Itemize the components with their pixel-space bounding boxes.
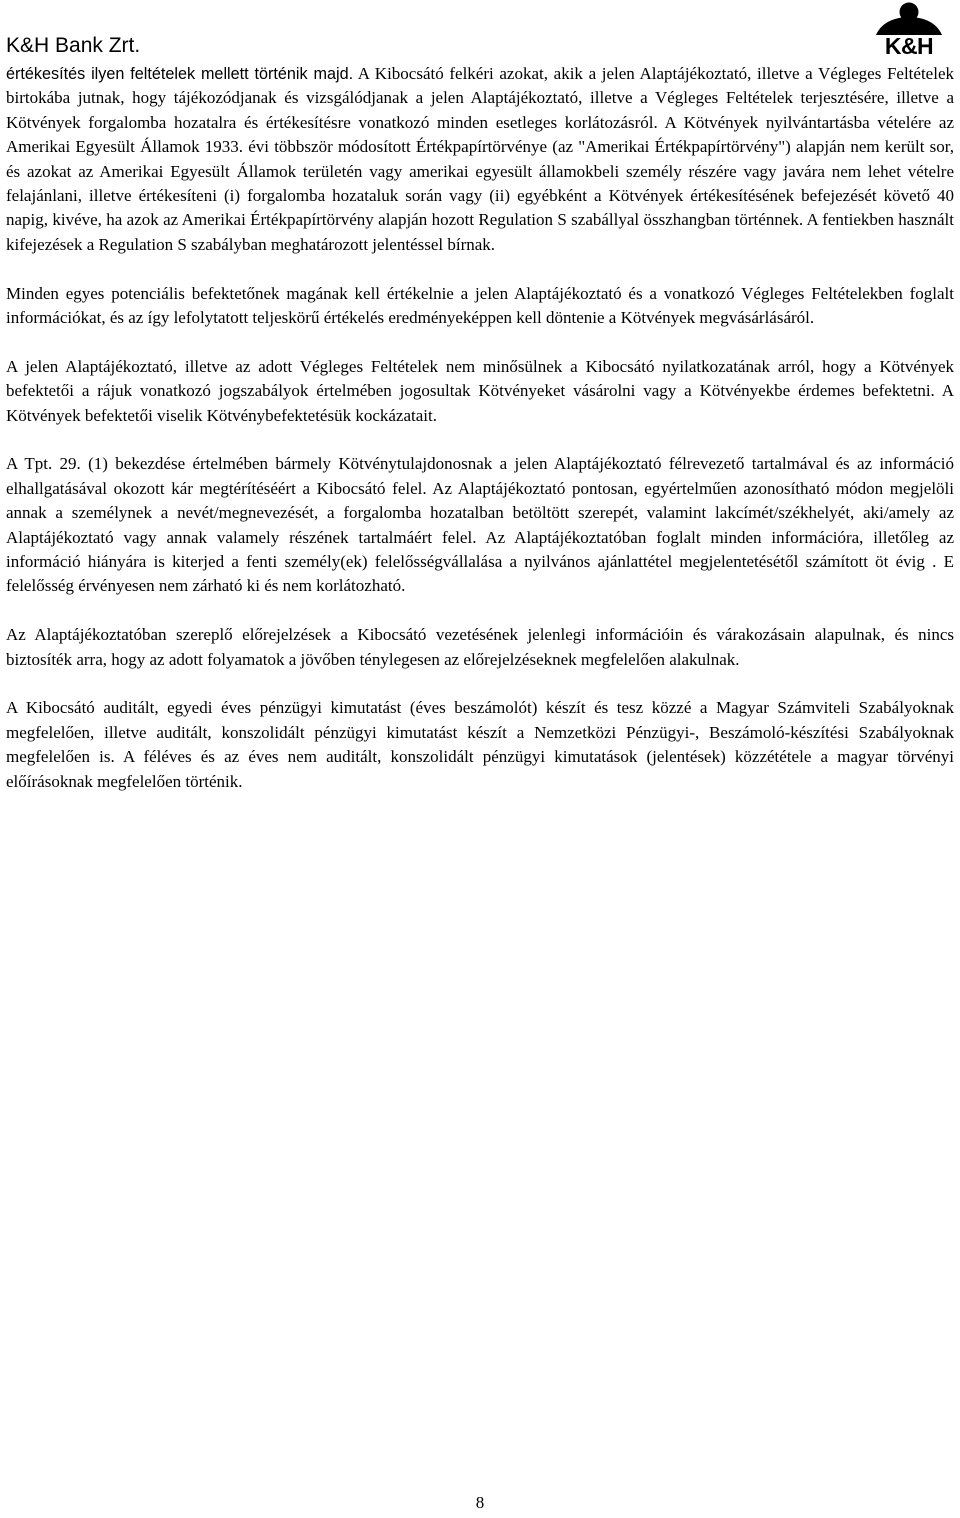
kh-logo-text: K&H xyxy=(884,33,934,59)
paragraph-forecasts: Az Alaptájékoztatóban szereplő előrejelzések a Kibocsátó vezetésének jelenlegi információin és várakozásain alapulnak, és nincs biztosíték arra, hogy az adott folyamatok a jövőben ténylegesen az előrejelzéseknek megfelelően alakulnak. xyxy=(6,625,954,669)
paragraph-no-representation: A jelen Alaptájékoztató, illetve az adott Végleges Feltételek nem minősülnek a Kibocsátó nyilatkozatának arról, hogy a Kötvények befektetői a rájuk vonatkozó jogszabályok értelmében jogosultak Kötvényeket vásárolni vagy a Kötvényekbe érdemes befektetni. A Kötvények befektetői viselik Kötvénybefektetésük kockázatait. xyxy=(6,356,954,425)
kh-logo xyxy=(872,2,946,58)
company-name: K&H Bank Zrt. xyxy=(6,34,141,57)
paragraph-text: A Kibocsátó felkéri azokat, akik a jelen Alaptájékoztató, illetve a Végleges Feltételek birtokába jutnak, hogy tájékozódjanak és vizsgálódjanak a jelen Alaptájékoztató, illetve a Végleges Feltételek terjesztésére, illetve a Kötvények forgalomba hozatalra és értékesítésre vonatkozó minden esetleges korlátozásról. A Kötvények nyilvántartásba vételére az Amerikai Egyesült Államok 1933. évi többször módosított Értékpapírtörvénye (az "Amerikai Értékpapírtörvény") alapján nem került sor, és azokat az Amerikai Egyesült Államok területén vagy amerikai egyesült államokbeli személy részére vagy javára nem lehet vételre felajánlani, illetve értékesíteni (i) forgalomba hozataluk során vagy (ii) egyébként a Kötvények értékesítésének befejezését követő 40 napig, kivéve, ha azok az Amerikai Értékpapírtörvény alapján hozott Regulation S szabállyal összhangban történnek. A fentiekben használt kifejezések a Regulation S szabályban meghatározott jelentéssel bírnak. xyxy=(6,64,954,254)
page-number: 8 xyxy=(475,1493,485,1512)
document-body xyxy=(6,62,954,819)
paragraph-liability: A Tpt. 29. (1) bekezdése értelmében bármely Kötvénytulajdonosnak a jelen Alaptájékoztató félrevezető tartalmával és az információ elhallgatásával okozott kár megtérítéséért a Kibocsátó felel. Az Alaptájékoztató pontosan, egyértelműen azonosítható módon megjelöli annak a személynek a nevét/megnevezését, a forgalomba hozatalban betöltött szerepét, valamint lakcímét/székhelyét, aki/amely az Alaptájékoztató vagy annak valamely részének tartalmáért felel. Az Alaptájékoztatóban foglalt minden információra, illetőleg az információ hiányára is kiterjed a fenti személy(ek) felelősségvállalása a nyilvános ajánlattétel megjelentetésétől számított öt évig . E felelősség érvényesen nem zárható ki és nem korlátozható. xyxy=(6,454,954,596)
paragraph-financial-statements: A Kibocsátó auditált, egyedi éves pénzügyi kimutatást (éves beszámolót) készít és tesz közzé a Magyar Számviteli Szabályoknak megfelelően, illetve auditált, konszolidált pénzügyi kimutatást készít a Nemzetközi Pénzügyi-, Beszámoló-készítési Szabályoknak megfelelően is. A féléves és az éves nem auditált, konszolidált pénzügyi kimutatások (jelentések) közzététele a magyar törvényi előírásoknak megfelelően történik. xyxy=(6,698,954,791)
paragraph-lead: értékesítés ilyen feltételek mellett történik majd. xyxy=(6,65,354,83)
paragraph-investor-evaluation: Minden egyes potenciális befektetőnek magának kell értékelnie a jelen Alaptájékoztató és a vonatkozó Végleges Feltételekben foglalt információkat, és az így lefolytatott teljeskörű értékelés eredményeképpen kell döntenie a Kötvények megvásárlásáról. xyxy=(6,283,954,328)
kh-logo-icon xyxy=(872,2,946,36)
paragraph-restrictions xyxy=(6,62,954,257)
